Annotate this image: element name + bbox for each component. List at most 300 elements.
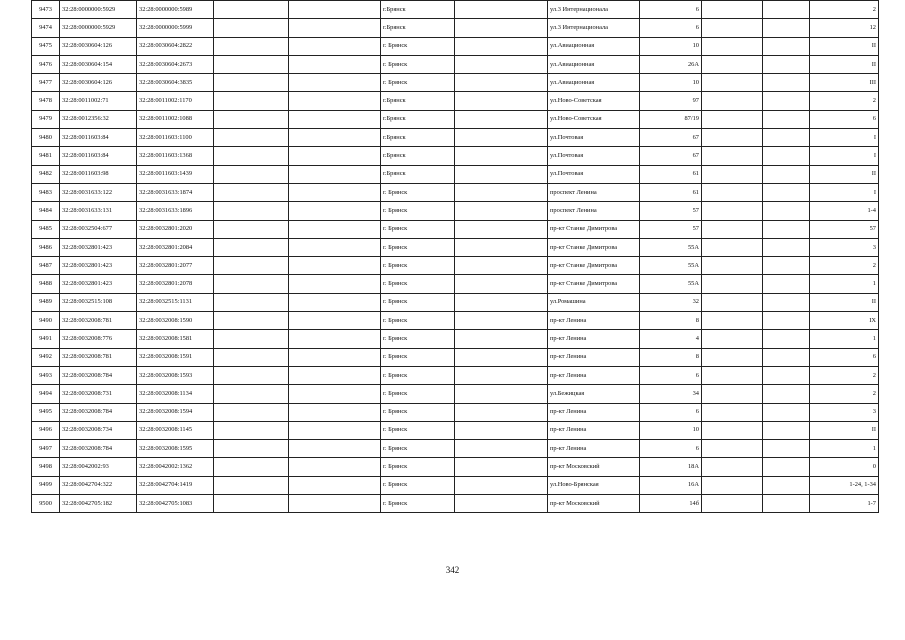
cell-object-cadastral-number: 32:28:0032515:1131: [137, 293, 214, 311]
cell-col-5: [289, 202, 381, 220]
cell-object-cadastral-number: 32:28:0031633:1874: [137, 183, 214, 201]
cell-premises-number: 2: [810, 1, 879, 19]
cell-col-5: [289, 220, 381, 238]
cell-col-11: [763, 37, 810, 55]
table-row: [32, 1, 879, 19]
table-row: [32, 366, 879, 384]
cell-col-11: [763, 220, 810, 238]
cell-premises-number: 2: [810, 366, 879, 384]
table-row: [32, 238, 879, 256]
cell-street: ул.Ново-Советская: [548, 92, 640, 110]
cell-col-10: [702, 385, 763, 403]
cell-col-10: [702, 202, 763, 220]
cell-col-5: [289, 257, 381, 275]
cell-object-cadastral-number: 32:28:0032801:2077: [137, 257, 214, 275]
cell-object-cadastral-number: 32:28:0011002:1088: [137, 110, 214, 128]
cell-row-number: 9493: [32, 366, 60, 384]
cell-street: пр-кт Ленина: [548, 330, 640, 348]
cell-premises-number: 1: [810, 275, 879, 293]
cell-row-number: 9491: [32, 330, 60, 348]
cell-street: ул.3 Интернационала: [548, 19, 640, 37]
table-row: [32, 403, 879, 421]
cell-house-number: 16А: [640, 476, 702, 494]
cell-col-4: [214, 202, 289, 220]
cell-premises-number: 2: [810, 385, 879, 403]
cell-parcel-cadastral-number: 32:28:0032008:784: [60, 403, 137, 421]
cell-col-7: [455, 92, 548, 110]
cell-parcel-cadastral-number: 32:28:0000000:5929: [60, 19, 137, 37]
cell-col-7: [455, 421, 548, 439]
cell-house-number: 4: [640, 330, 702, 348]
cell-col-10: [702, 37, 763, 55]
cell-col-4: [214, 110, 289, 128]
cell-premises-number: 1-7: [810, 495, 879, 513]
cell-object-cadastral-number: 32:28:0011603:1439: [137, 165, 214, 183]
table-row: [32, 476, 879, 494]
table-row: [32, 275, 879, 293]
cell-col-7: [455, 257, 548, 275]
cell-premises-number: 12: [810, 19, 879, 37]
table-row: [32, 257, 879, 275]
cell-row-number: 9500: [32, 495, 60, 513]
cell-object-cadastral-number: 32:28:0031633:1896: [137, 202, 214, 220]
cell-col-11: [763, 74, 810, 92]
cell-col-11: [763, 458, 810, 476]
cell-premises-number: 1: [810, 440, 879, 458]
cell-object-cadastral-number: 32:28:0042705:1083: [137, 495, 214, 513]
cell-house-number: 10: [640, 421, 702, 439]
cell-col-10: [702, 330, 763, 348]
cell-house-number: 8: [640, 348, 702, 366]
cell-col-10: [702, 495, 763, 513]
cell-col-4: [214, 37, 289, 55]
cell-col-10: [702, 458, 763, 476]
cell-col-5: [289, 19, 381, 37]
cell-col-4: [214, 238, 289, 256]
cell-col-7: [455, 37, 548, 55]
cell-premises-number: I: [810, 147, 879, 165]
cell-col-7: [455, 55, 548, 73]
cell-house-number: 6: [640, 19, 702, 37]
cell-house-number: 18А: [640, 458, 702, 476]
cell-premises-number: II: [810, 37, 879, 55]
cell-object-cadastral-number: 32:28:0000000:5999: [137, 19, 214, 37]
cell-parcel-cadastral-number: 32:28:0032801:423: [60, 238, 137, 256]
cell-street: ул.3 Интернационала: [548, 1, 640, 19]
cell-col-11: [763, 238, 810, 256]
cell-house-number: 67: [640, 147, 702, 165]
cell-col-11: [763, 92, 810, 110]
cell-col-7: [455, 440, 548, 458]
cell-row-number: 9497: [32, 440, 60, 458]
cell-street: пр-кт Станке Димитрова: [548, 220, 640, 238]
cell-house-number: 10: [640, 37, 702, 55]
table-row: [32, 74, 879, 92]
cell-col-4: [214, 476, 289, 494]
cell-object-cadastral-number: 32:28:0032801:2078: [137, 275, 214, 293]
cell-col-11: [763, 110, 810, 128]
cell-parcel-cadastral-number: 32:28:0032515:108: [60, 293, 137, 311]
table-row: [32, 37, 879, 55]
cell-row-number: 9479: [32, 110, 60, 128]
cell-premises-number: 1-24, 1-34: [810, 476, 879, 494]
cell-street: ул.Ромашина: [548, 293, 640, 311]
cell-col-4: [214, 330, 289, 348]
cell-col-5: [289, 92, 381, 110]
table-row: [32, 19, 879, 37]
cell-col-4: [214, 147, 289, 165]
cell-col-11: [763, 495, 810, 513]
cell-city: г. Брянск: [381, 476, 455, 494]
cell-col-7: [455, 495, 548, 513]
cell-col-10: [702, 421, 763, 439]
cell-street: пр-кт Ленина: [548, 348, 640, 366]
cell-col-11: [763, 147, 810, 165]
cell-parcel-cadastral-number: 32:28:0032504:677: [60, 220, 137, 238]
cell-col-11: [763, 366, 810, 384]
cell-col-7: [455, 74, 548, 92]
cell-row-number: 9498: [32, 458, 60, 476]
cell-col-11: [763, 257, 810, 275]
cell-col-11: [763, 129, 810, 147]
cell-col-10: [702, 312, 763, 330]
cell-row-number: 9482: [32, 165, 60, 183]
cell-street: пр-кт Станке Димитрова: [548, 275, 640, 293]
page-number: 342: [445, 565, 460, 575]
cell-house-number: 6: [640, 366, 702, 384]
cell-premises-number: 57: [810, 220, 879, 238]
cell-col-5: [289, 55, 381, 73]
cell-col-5: [289, 312, 381, 330]
cell-house-number: 14б: [640, 495, 702, 513]
cell-house-number: 57: [640, 220, 702, 238]
cell-col-11: [763, 312, 810, 330]
cell-parcel-cadastral-number: 32:28:0042704:322: [60, 476, 137, 494]
cell-col-5: [289, 458, 381, 476]
cell-premises-number: 1-4: [810, 202, 879, 220]
cell-object-cadastral-number: 32:28:0032008:1134: [137, 385, 214, 403]
cell-object-cadastral-number: 32:28:0032008:1145: [137, 421, 214, 439]
cell-street: пр-кт Московский: [548, 495, 640, 513]
table-row: [32, 110, 879, 128]
cell-premises-number: I: [810, 183, 879, 201]
cell-street: пр-кт Ленина: [548, 403, 640, 421]
cell-col-4: [214, 55, 289, 73]
cell-parcel-cadastral-number: 32:28:0042002:93: [60, 458, 137, 476]
cell-city: г. Брянск: [381, 55, 455, 73]
cell-street: пр-кт Ленина: [548, 312, 640, 330]
cell-col-4: [214, 293, 289, 311]
cell-col-5: [289, 495, 381, 513]
cell-premises-number: 0: [810, 458, 879, 476]
cell-col-7: [455, 165, 548, 183]
cell-street: ул.Почтовая: [548, 129, 640, 147]
cell-col-11: [763, 476, 810, 494]
cell-col-7: [455, 403, 548, 421]
cell-parcel-cadastral-number: 32:28:0011603:84: [60, 147, 137, 165]
cell-row-number: 9496: [32, 421, 60, 439]
cell-col-11: [763, 183, 810, 201]
cell-city: г. Брянск: [381, 385, 455, 403]
cell-col-7: [455, 366, 548, 384]
cell-city: г. Брянск: [381, 37, 455, 55]
cell-col-7: [455, 183, 548, 201]
cell-house-number: 26А: [640, 55, 702, 73]
cell-col-4: [214, 385, 289, 403]
cell-premises-number: II: [810, 55, 879, 73]
cell-parcel-cadastral-number: 32:28:0032008:781: [60, 348, 137, 366]
cell-col-7: [455, 1, 548, 19]
cell-row-number: 9495: [32, 403, 60, 421]
cell-city: г.Брянск: [381, 147, 455, 165]
cell-col-5: [289, 293, 381, 311]
cell-object-cadastral-number: 32:28:0011002:1170: [137, 92, 214, 110]
cell-col-5: [289, 74, 381, 92]
cell-col-11: [763, 1, 810, 19]
cell-col-5: [289, 440, 381, 458]
cell-col-5: [289, 385, 381, 403]
cell-col-4: [214, 257, 289, 275]
cell-col-7: [455, 110, 548, 128]
cell-premises-number: 6: [810, 110, 879, 128]
cell-city: г. Брянск: [381, 257, 455, 275]
cell-premises-number: II: [810, 165, 879, 183]
cell-row-number: 9478: [32, 92, 60, 110]
cell-col-4: [214, 92, 289, 110]
cell-street: пр-кт Ленина: [548, 440, 640, 458]
cell-city: г. Брянск: [381, 275, 455, 293]
cell-col-7: [455, 476, 548, 494]
cell-street: ул.Ново-Советская: [548, 110, 640, 128]
cell-house-number: 6: [640, 403, 702, 421]
cell-object-cadastral-number: 32:28:0032008:1593: [137, 366, 214, 384]
cell-city: г. Брянск: [381, 495, 455, 513]
table-body: [32, 1, 879, 513]
cell-col-5: [289, 165, 381, 183]
cell-row-number: 9475: [32, 37, 60, 55]
cell-parcel-cadastral-number: 32:28:0032008:776: [60, 330, 137, 348]
cell-col-5: [289, 129, 381, 147]
cell-row-number: 9494: [32, 385, 60, 403]
cell-row-number: 9484: [32, 202, 60, 220]
cell-col-10: [702, 183, 763, 201]
table-row: [32, 385, 879, 403]
cell-premises-number: 3: [810, 238, 879, 256]
cell-parcel-cadastral-number: 32:28:0011603:98: [60, 165, 137, 183]
cell-col-5: [289, 1, 381, 19]
cell-col-11: [763, 385, 810, 403]
cell-col-10: [702, 1, 763, 19]
cell-col-4: [214, 129, 289, 147]
cell-object-cadastral-number: 32:28:0011603:1368: [137, 147, 214, 165]
cell-col-4: [214, 403, 289, 421]
cell-city: г. Брянск: [381, 366, 455, 384]
cell-house-number: 67: [640, 129, 702, 147]
cell-col-5: [289, 403, 381, 421]
cell-object-cadastral-number: 32:28:0032801:2084: [137, 238, 214, 256]
cell-parcel-cadastral-number: 32:28:0032008:781: [60, 312, 137, 330]
table-row: [32, 312, 879, 330]
cell-city: г.Брянск: [381, 1, 455, 19]
cell-col-7: [455, 220, 548, 238]
cell-house-number: 55А: [640, 238, 702, 256]
cell-city: г. Брянск: [381, 220, 455, 238]
register-table: [31, 0, 879, 513]
cell-col-7: [455, 385, 548, 403]
cell-col-10: [702, 165, 763, 183]
cell-col-10: [702, 74, 763, 92]
cell-city: г. Брянск: [381, 440, 455, 458]
cell-col-4: [214, 74, 289, 92]
cell-street: ул.Авиационная: [548, 74, 640, 92]
cell-city: г. Брянск: [381, 458, 455, 476]
cell-parcel-cadastral-number: 32:28:0032801:423: [60, 275, 137, 293]
cell-col-5: [289, 183, 381, 201]
cell-col-7: [455, 147, 548, 165]
cell-street: проспект Ленина: [548, 183, 640, 201]
cell-parcel-cadastral-number: 32:28:0000000:5929: [60, 1, 137, 19]
cell-col-11: [763, 330, 810, 348]
cell-col-11: [763, 403, 810, 421]
cell-col-5: [289, 37, 381, 55]
cell-premises-number: III: [810, 74, 879, 92]
cell-row-number: 9487: [32, 257, 60, 275]
cell-house-number: 34: [640, 385, 702, 403]
cell-house-number: 6: [640, 440, 702, 458]
cell-parcel-cadastral-number: 32:28:0032008:734: [60, 421, 137, 439]
cell-col-11: [763, 165, 810, 183]
cell-street: пр-кт Станке Димитрова: [548, 238, 640, 256]
cell-object-cadastral-number: 32:28:0030604:2673: [137, 55, 214, 73]
cell-premises-number: I: [810, 129, 879, 147]
cell-row-number: 9474: [32, 19, 60, 37]
cell-col-11: [763, 202, 810, 220]
cell-row-number: 9499: [32, 476, 60, 494]
cell-col-7: [455, 330, 548, 348]
cell-city: г. Брянск: [381, 330, 455, 348]
table-row: [32, 421, 879, 439]
cell-city: г.Брянск: [381, 129, 455, 147]
cell-col-10: [702, 147, 763, 165]
cell-col-7: [455, 293, 548, 311]
cell-col-10: [702, 440, 763, 458]
table-row: [32, 458, 879, 476]
cell-row-number: 9492: [32, 348, 60, 366]
cell-row-number: 9483: [32, 183, 60, 201]
cell-city: г. Брянск: [381, 312, 455, 330]
cell-col-10: [702, 19, 763, 37]
cell-city: г. Брянск: [381, 421, 455, 439]
cell-house-number: 55А: [640, 257, 702, 275]
cell-col-5: [289, 147, 381, 165]
cell-col-7: [455, 19, 548, 37]
cell-object-cadastral-number: 32:28:0000000:5989: [137, 1, 214, 19]
cell-col-5: [289, 348, 381, 366]
cell-city: г. Брянск: [381, 202, 455, 220]
cell-col-7: [455, 275, 548, 293]
cell-object-cadastral-number: 32:28:0032008:1595: [137, 440, 214, 458]
cell-street: пр-кт Станке Димитрова: [548, 257, 640, 275]
cell-col-10: [702, 366, 763, 384]
cell-parcel-cadastral-number: 32:28:0011603:84: [60, 129, 137, 147]
cell-col-4: [214, 440, 289, 458]
cell-row-number: 9481: [32, 147, 60, 165]
cell-col-10: [702, 293, 763, 311]
cell-col-11: [763, 55, 810, 73]
cell-house-number: 55А: [640, 275, 702, 293]
cell-house-number: 32: [640, 293, 702, 311]
cell-col-4: [214, 220, 289, 238]
cell-col-10: [702, 92, 763, 110]
cell-object-cadastral-number: 32:28:0042704:1419: [137, 476, 214, 494]
cell-house-number: 97: [640, 92, 702, 110]
cell-row-number: 9489: [32, 293, 60, 311]
cell-object-cadastral-number: 32:28:0032008:1594: [137, 403, 214, 421]
cell-street: ул.Авиационная: [548, 37, 640, 55]
cell-premises-number: 1: [810, 330, 879, 348]
cell-house-number: 57: [640, 202, 702, 220]
cell-col-10: [702, 476, 763, 494]
cell-col-4: [214, 1, 289, 19]
cell-col-7: [455, 129, 548, 147]
cell-object-cadastral-number: 32:28:0030604:3835: [137, 74, 214, 92]
cell-city: г. Брянск: [381, 183, 455, 201]
table-row: [32, 147, 879, 165]
cell-col-7: [455, 312, 548, 330]
cell-col-5: [289, 476, 381, 494]
cell-col-4: [214, 458, 289, 476]
table-row: [32, 330, 879, 348]
cell-col-10: [702, 129, 763, 147]
cell-city: г. Брянск: [381, 293, 455, 311]
cell-parcel-cadastral-number: 32:28:0031633:122: [60, 183, 137, 201]
cell-street: пр-кт Московский: [548, 458, 640, 476]
cell-col-10: [702, 275, 763, 293]
cell-col-11: [763, 440, 810, 458]
cell-parcel-cadastral-number: 32:28:0031633:131: [60, 202, 137, 220]
cell-city: г.Брянск: [381, 92, 455, 110]
cell-object-cadastral-number: 32:28:0011603:1100: [137, 129, 214, 147]
cell-col-5: [289, 275, 381, 293]
table-row: [32, 55, 879, 73]
cell-col-4: [214, 421, 289, 439]
table-row: [32, 348, 879, 366]
table-row: [32, 440, 879, 458]
cell-object-cadastral-number: 32:28:0042002:1362: [137, 458, 214, 476]
cell-row-number: 9490: [32, 312, 60, 330]
cell-col-5: [289, 366, 381, 384]
cell-parcel-cadastral-number: 32:28:0030604:154: [60, 55, 137, 73]
cell-premises-number: II: [810, 293, 879, 311]
cell-parcel-cadastral-number: 32:28:0032008:784: [60, 440, 137, 458]
cell-row-number: 9488: [32, 275, 60, 293]
cell-premises-number: II: [810, 421, 879, 439]
cell-city: г. Брянск: [381, 403, 455, 421]
cell-col-10: [702, 55, 763, 73]
cell-object-cadastral-number: 32:28:0032008:1581: [137, 330, 214, 348]
table-row: [32, 293, 879, 311]
cell-col-7: [455, 458, 548, 476]
cell-col-10: [702, 220, 763, 238]
cell-parcel-cadastral-number: 32:28:0032008:731: [60, 385, 137, 403]
cell-street: ул.Ново-Брянская: [548, 476, 640, 494]
cell-parcel-cadastral-number: 32:28:0030604:126: [60, 37, 137, 55]
cell-parcel-cadastral-number: 32:28:0011002:71: [60, 92, 137, 110]
table-row: [32, 165, 879, 183]
cell-col-11: [763, 19, 810, 37]
cell-object-cadastral-number: 32:28:0030604:2822: [137, 37, 214, 55]
cell-parcel-cadastral-number: 32:28:0012356:32: [60, 110, 137, 128]
